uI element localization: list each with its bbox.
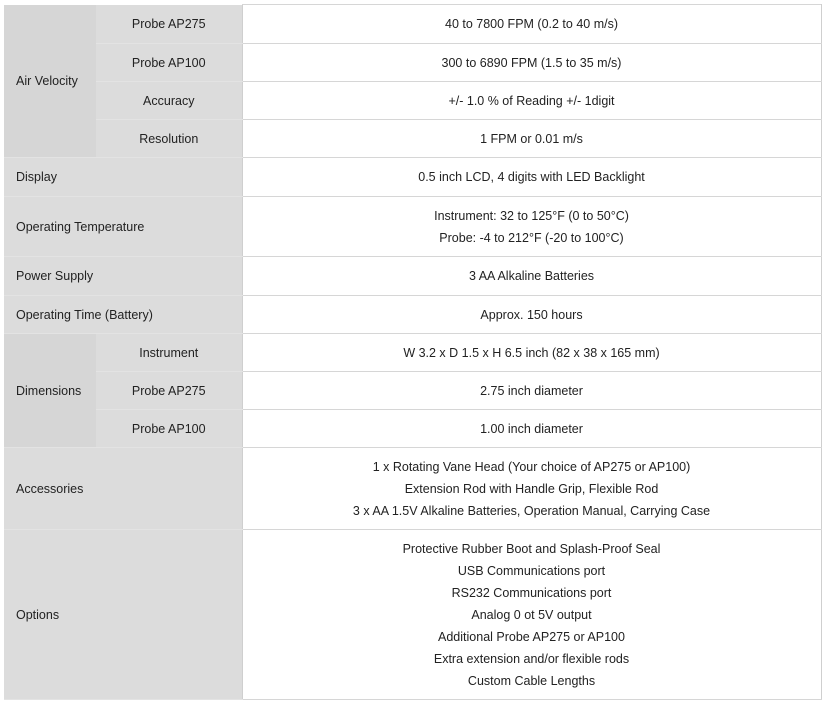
operating-time-label: Operating Time (Battery) bbox=[4, 296, 242, 334]
resolution-label: Resolution bbox=[96, 120, 242, 158]
air-velocity-probe-ap275-label: Probe AP275 bbox=[96, 5, 242, 44]
options-item: Additional Probe AP275 or AP100 bbox=[438, 629, 625, 644]
dimensions-instrument-label: Instrument bbox=[96, 334, 242, 372]
dimensions-probe-ap275-label: Probe AP275 bbox=[96, 372, 242, 410]
operating-temperature-label: Operating Temperature bbox=[4, 197, 242, 257]
options-item: Extra extension and/or flexible rods bbox=[433, 651, 630, 666]
table-row bbox=[4, 334, 821, 372]
display-value: 0.5 inch LCD, 4 digits with LED Backlight bbox=[242, 158, 821, 197]
dimensions-probe-ap100-label: Probe AP100 bbox=[96, 410, 242, 448]
air-velocity-probe-ap275-value: 40 to 7800 FPM (0.2 to 40 m/s) bbox=[242, 5, 821, 44]
dimensions-instrument-value: W 3.2 x D 1.5 x H 6.5 inch (82 x 38 x 165 mm) bbox=[242, 334, 821, 372]
options-label: Options bbox=[4, 530, 242, 700]
options-item: Custom Cable Lengths bbox=[467, 673, 596, 688]
table-row bbox=[4, 530, 821, 700]
air-velocity-probe-ap100-label: Probe AP100 bbox=[96, 44, 242, 82]
table-row bbox=[4, 410, 821, 448]
accessories-item: 3 x AA 1.5V Alkaline Batteries, Operation Manual, Carrying Case bbox=[352, 503, 711, 518]
power-supply-label: Power Supply bbox=[4, 257, 242, 296]
table-row bbox=[4, 158, 821, 197]
operating-temperature-instrument: Instrument: 32 to 125°F (0 to 50°C) bbox=[434, 208, 629, 223]
table-row bbox=[4, 5, 821, 44]
operating-time-value: Approx. 150 hours bbox=[242, 296, 821, 334]
accessories-label: Accessories bbox=[4, 448, 242, 530]
resolution-value: 1 FPM or 0.01 m/s bbox=[242, 120, 821, 158]
air-velocity-probe-ap100-value: 300 to 6890 FPM (1.5 to 35 m/s) bbox=[242, 44, 821, 82]
options-item: USB Communications port bbox=[457, 563, 606, 578]
options-value bbox=[242, 530, 821, 700]
accessories-value bbox=[242, 448, 821, 530]
power-supply-value: 3 AA Alkaline Batteries bbox=[242, 257, 821, 296]
table-row bbox=[4, 296, 821, 334]
operating-temperature-value bbox=[242, 197, 821, 257]
dimensions-label: Dimensions bbox=[4, 334, 96, 448]
air-velocity-label: Air Velocity bbox=[4, 5, 96, 158]
table-row bbox=[4, 120, 821, 158]
table-row bbox=[4, 197, 821, 257]
dimensions-probe-ap275-value: 2.75 inch diameter bbox=[242, 372, 821, 410]
operating-temperature-probe: Probe: -4 to 212°F (-20 to 100°C) bbox=[439, 230, 624, 245]
table-row bbox=[4, 82, 821, 120]
table-row bbox=[4, 44, 821, 82]
accessories-item: 1 x Rotating Vane Head (Your choice of AP275 or AP100) bbox=[372, 459, 691, 474]
table-row bbox=[4, 257, 821, 296]
dimensions-probe-ap100-value: 1.00 inch diameter bbox=[242, 410, 821, 448]
display-label: Display bbox=[4, 158, 242, 197]
specifications-table bbox=[4, 4, 822, 700]
table-row bbox=[4, 448, 821, 530]
table-row bbox=[4, 372, 821, 410]
options-item: RS232 Communications port bbox=[451, 585, 612, 600]
accuracy-value: +/- 1.0 % of Reading +/- 1digit bbox=[242, 82, 821, 120]
options-item: Analog 0 ot 5V output bbox=[471, 607, 592, 622]
accessories-item: Extension Rod with Handle Grip, Flexible Rod bbox=[404, 481, 659, 496]
accuracy-label: Accuracy bbox=[96, 82, 242, 120]
options-item: Protective Rubber Boot and Splash-Proof Seal bbox=[402, 541, 661, 556]
